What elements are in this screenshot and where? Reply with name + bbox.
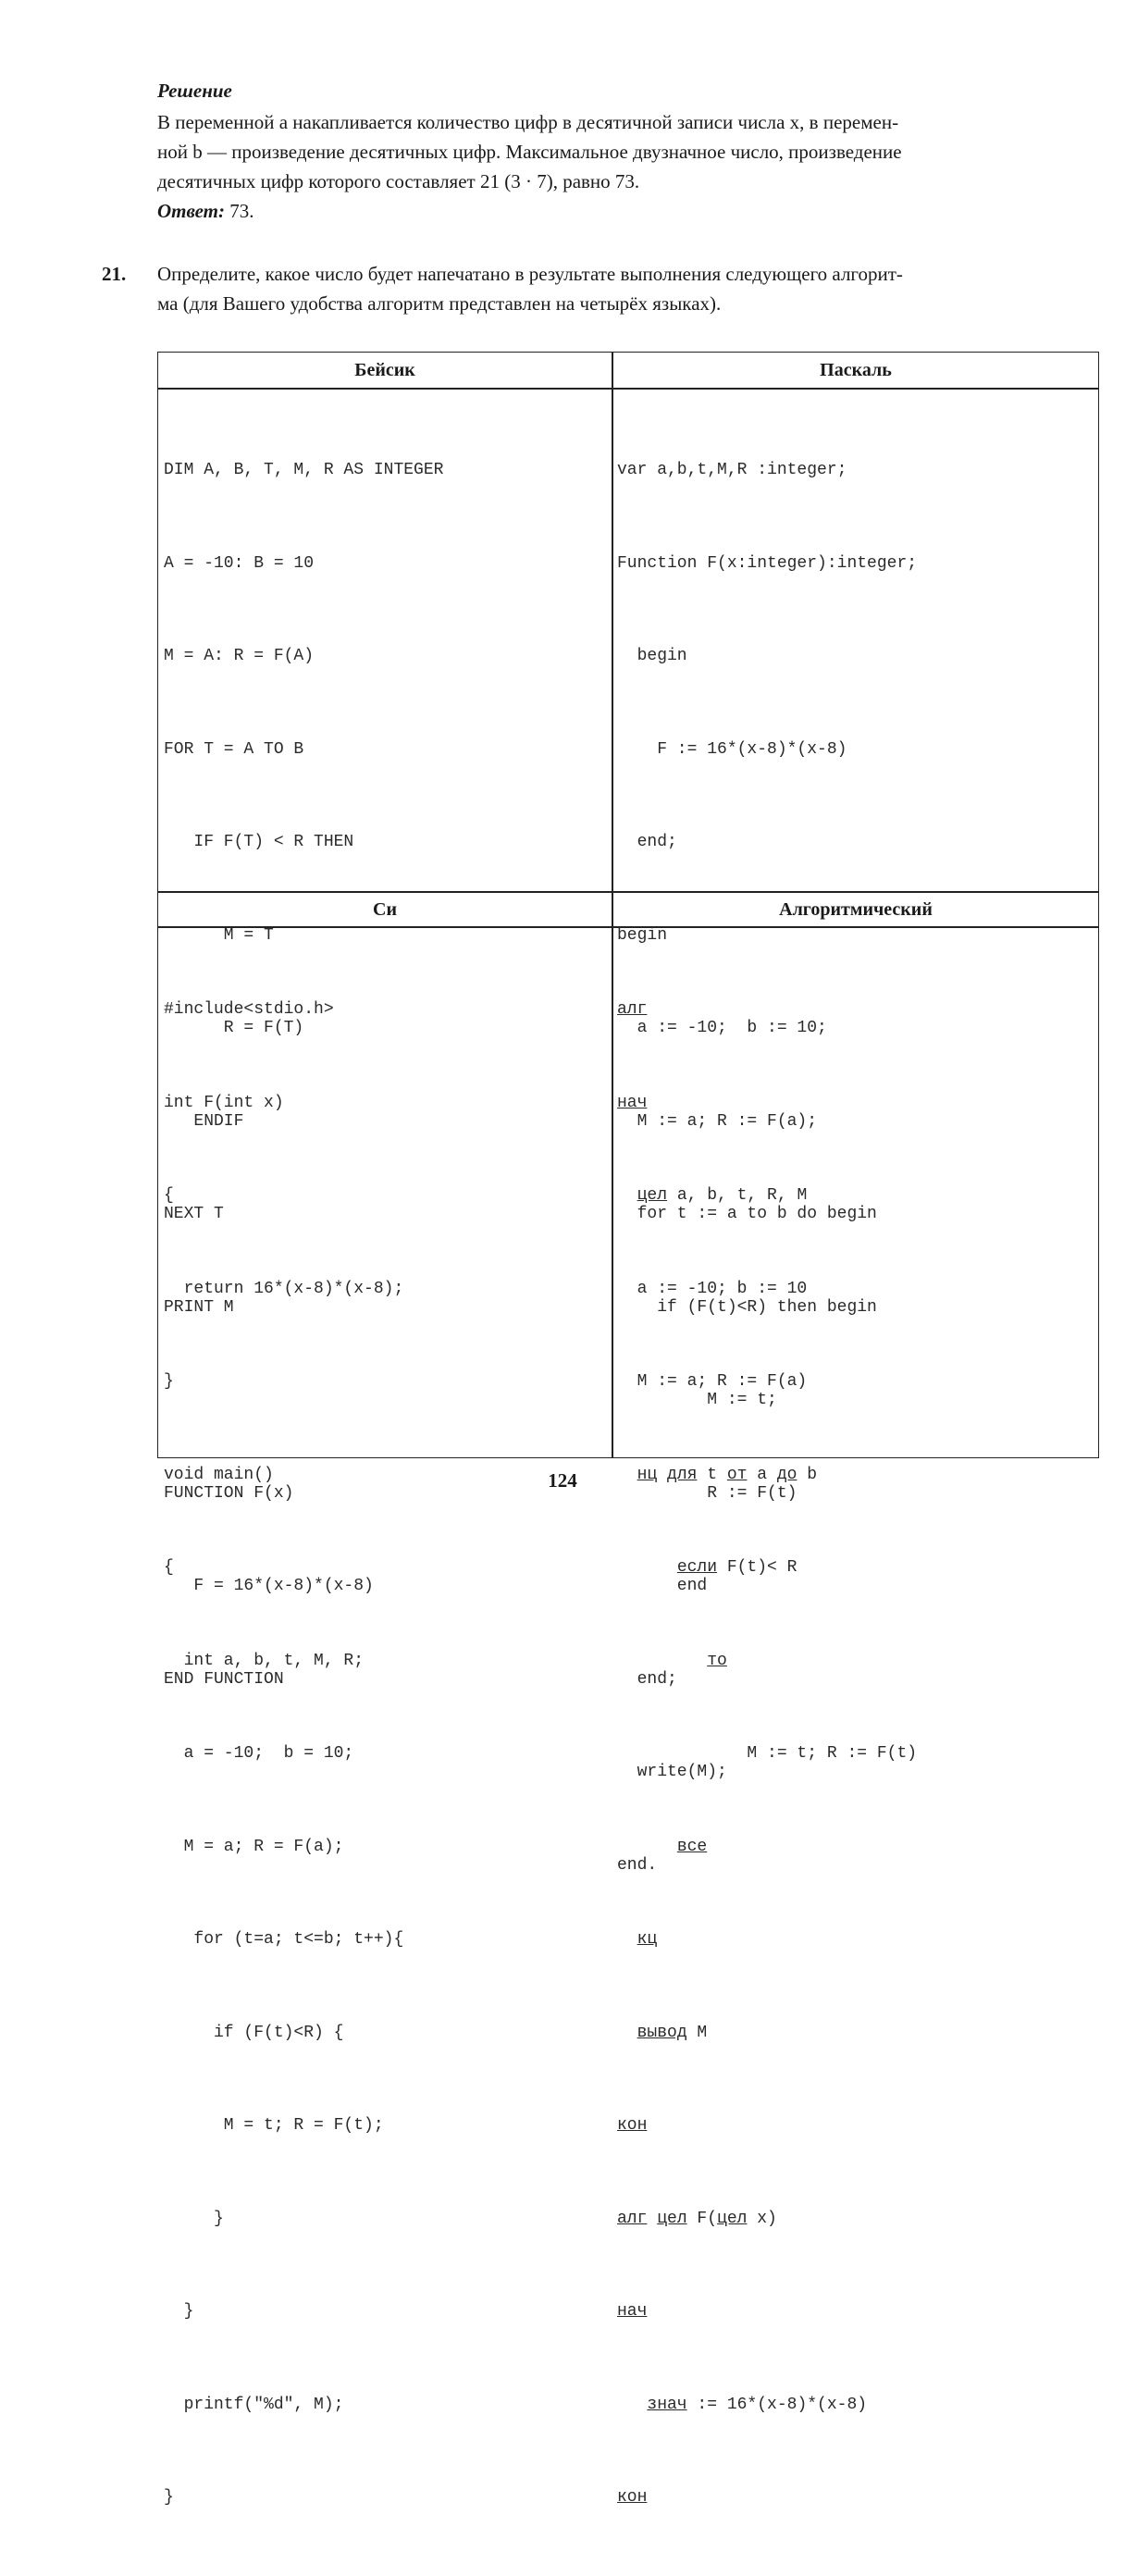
code-line [617, 995, 917, 1026]
code-line: FUNCTION F(x) [164, 1483, 294, 1503]
keyword: до [776, 1465, 797, 1484]
keyword: кон [617, 2116, 648, 2135]
code-line: end; [617, 833, 677, 851]
basic-header: Бейсик [354, 360, 415, 380]
code-text: F( [686, 2209, 718, 2228]
keyword: алг [617, 1000, 648, 1019]
code-line [617, 2111, 917, 2142]
c-code [164, 933, 403, 2576]
code-line: M = t; R = F(t); [164, 2116, 384, 2135]
keyword: если [676, 1558, 718, 1577]
code-line [617, 1925, 917, 1956]
pascal-header: Паскаль [820, 360, 892, 380]
code-line: A = -10: B = 10 [164, 553, 315, 573]
code-line: for t := a to b do begin [617, 1205, 877, 1223]
code-line: int F(int x) [164, 1093, 284, 1112]
code-line: { [164, 1186, 174, 1205]
code-line: begin [617, 647, 687, 665]
answer-line [157, 196, 254, 226]
code-line: NEXT T [164, 1205, 224, 1223]
code-line [617, 2390, 917, 2421]
code-line: void main() [164, 1465, 274, 1484]
code-text: := 16*(x-8)*(x-8) [686, 2395, 868, 2414]
code-text: a, b, t, R, M [667, 1186, 808, 1205]
code-line: } [164, 2488, 174, 2507]
code-line: Function F(x:integer):integer; [617, 553, 918, 573]
code-line: FOR T = A TO B [164, 739, 304, 759]
keyword: кон [617, 2488, 648, 2507]
code-line [617, 2483, 917, 2514]
keyword: кц [637, 1930, 658, 1949]
keyword: цел [637, 1186, 668, 1205]
code-text: M [686, 2023, 708, 2042]
code-line: a := -10; b := 10 [617, 1279, 808, 1298]
answer-value: 73. [225, 200, 254, 222]
keyword: все [676, 1837, 708, 1856]
code-line: M = A: R = F(A) [164, 647, 315, 665]
task-number: 21. [102, 263, 127, 285]
code-line: var a,b,t,M,R :integer; [617, 461, 847, 479]
c-header: Си [373, 899, 397, 920]
code-line: PRINT M [164, 1297, 234, 1317]
code-line: } [164, 2209, 224, 2228]
code-line: M = a; R = F(a); [164, 1837, 344, 1856]
keyword: знач [647, 2395, 687, 2414]
code-line: a = -10; b = 10; [164, 1744, 354, 1763]
code-line: if (F(t)<R) then begin [617, 1297, 877, 1317]
keyword: для [667, 1465, 698, 1484]
code-line: } [164, 2302, 194, 2321]
keyword: нач [617, 2302, 648, 2321]
code-line: M = T [164, 925, 274, 945]
code-line: DIM A, B, T, M, R AS INTEGER [164, 461, 444, 479]
code-line: end; [617, 1669, 677, 1689]
algo-code [617, 933, 917, 2576]
code-line: IF F(T) < R THEN [164, 833, 354, 851]
code-line: if (F(t)<R) { [164, 2023, 344, 2042]
code-line: end. [617, 1855, 658, 1875]
keyword: алг [617, 2209, 648, 2228]
solution-text [157, 107, 1101, 196]
code-line [617, 1553, 917, 1584]
code-line: begin [617, 925, 668, 945]
code-text: x) [747, 2209, 777, 2228]
code-line: M := t; [617, 1391, 777, 1409]
code-line: F := 16*(x-8)*(x-8) [617, 739, 847, 759]
code-text: b [797, 1465, 818, 1484]
code-line [617, 2018, 917, 2050]
solution-heading: Решение [157, 80, 232, 102]
code-line: } [164, 1372, 174, 1391]
code-line: END FUNCTION [164, 1669, 284, 1689]
code-line [617, 2297, 917, 2328]
code-line: return 16*(x-8)*(x-8); [164, 1279, 404, 1298]
code-line [617, 1181, 917, 1212]
keyword: цел [717, 2209, 748, 2228]
code-line [617, 1646, 917, 1678]
solution-line: десятичных цифр которого составляет 21 (3 · 7), равно 73. [157, 170, 640, 192]
code-line: M := a; R := F(a); [617, 1111, 818, 1131]
code-line [617, 1088, 917, 1120]
code-line: int a, b, t, M, R; [164, 1651, 365, 1670]
task-text [157, 259, 1101, 318]
solution-line: ной b — произведение десятичных цифр. Максимальное двузначное число, произведение [157, 141, 902, 163]
code-text: t [697, 1465, 727, 1484]
code-line [617, 2204, 917, 2235]
task-line: Определите, какое число будет напечатано в результате выполнения следующего алгорит- [157, 263, 903, 285]
solution-line: В переменной a накапливается количество цифр в десятичной записи числа x, в перемен- [157, 111, 899, 133]
keyword: вывод [637, 2023, 687, 2042]
keyword: цел [657, 2209, 687, 2228]
keyword: нц [637, 1465, 658, 1484]
code-line [617, 1832, 917, 1864]
code-text: a [747, 1465, 777, 1484]
code-line: M := a; R := F(a) [617, 1372, 808, 1391]
code-line: end [617, 1577, 708, 1595]
code-line: M := t; R := F(t) [617, 1744, 918, 1763]
code-text: F(t)< R [717, 1558, 797, 1577]
keyword: нач [617, 1093, 648, 1112]
code-line: { [164, 1558, 174, 1577]
keyword: то [707, 1651, 727, 1670]
answer-label: Ответ: [157, 200, 225, 222]
code-line: F = 16*(x-8)*(x-8) [164, 1577, 374, 1595]
code-line: ENDIF [164, 1111, 244, 1131]
code-line: printf("%d", M); [164, 2395, 344, 2414]
code-line: R = F(T) [164, 1019, 304, 1037]
table-divider [158, 388, 1098, 390]
code-line: for (t=a; t<=b; t++){ [164, 1930, 404, 1949]
code-line: a := -10; b := 10; [617, 1019, 827, 1037]
algo-header: Алгоритмический [779, 899, 933, 920]
page-number: 124 [548, 1469, 577, 1492]
task-line: ма (для Вашего удобства алгоритм представлен на четырёх языках). [157, 292, 722, 315]
code-line: R := F(t) [617, 1483, 797, 1503]
code-line: #include<stdio.h> [164, 1000, 334, 1019]
keyword: от [726, 1465, 748, 1484]
code-line: write(M); [617, 1763, 727, 1781]
